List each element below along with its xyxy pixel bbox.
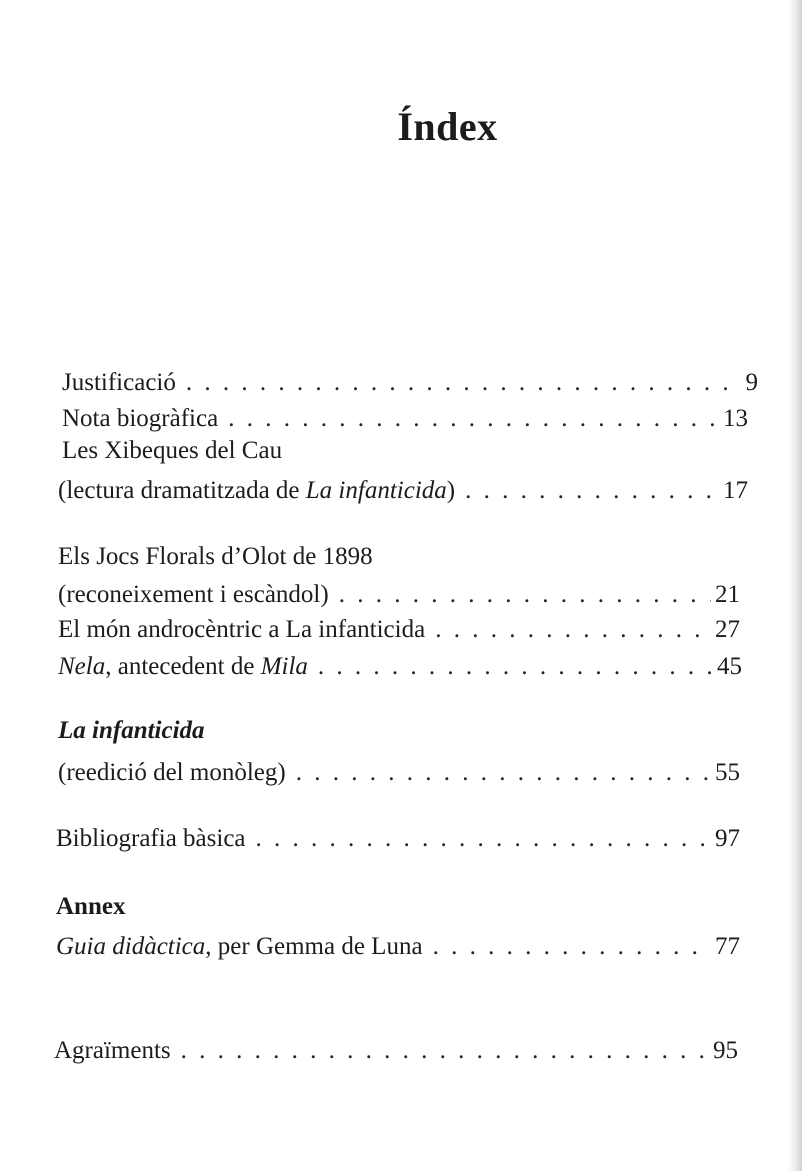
toc-label: (lectura dramatitzada de La infanticida) (58, 477, 456, 504)
toc-page-number: 95 (713, 1037, 738, 1064)
toc-section-heading: Annex (56, 893, 126, 920)
leader-dots (433, 932, 711, 962)
toc-page-number: 27 (715, 616, 740, 643)
toc-label-italic: La infanticida (305, 477, 447, 504)
toc-entry-nota-biografica[interactable] (62, 404, 748, 434)
toc-label: (reconeixement i escàndol) (58, 581, 329, 608)
toc-section-annex[interactable] (56, 892, 125, 922)
toc-page-number: 21 (715, 581, 740, 608)
toc-label: Justificació (62, 369, 176, 396)
leader-dots (228, 404, 719, 434)
toc-label: Agraïments (54, 1037, 171, 1064)
toc-entry-nela[interactable] (58, 652, 742, 682)
toc-label: Les Xibeques del Cau (62, 437, 283, 464)
toc-entry-guia-didactica[interactable] (56, 932, 740, 962)
toc-page-number: 17 (723, 477, 748, 504)
leader-dots (256, 824, 711, 854)
leader-dots (339, 580, 711, 610)
toc-entry-mon-androcentric[interactable] (58, 615, 740, 645)
toc-label: Els Jocs Florals d’Olot de 1898 (58, 543, 373, 570)
toc-page-number: 13 (723, 405, 748, 432)
toc-section-la-infanticida[interactable] (58, 716, 205, 746)
toc-page-number: 45 (717, 653, 742, 680)
toc-entry-reconeixement[interactable] (58, 580, 740, 610)
toc-label: Nela, antecedent de Mila (58, 653, 308, 680)
toc-label-italic: Nela (58, 653, 106, 680)
page-title: Índex (397, 103, 498, 149)
toc-page-number: 9 (745, 369, 758, 396)
leader-dots (296, 758, 711, 788)
toc-entry-jocs-florals[interactable] (58, 542, 373, 572)
toc-entry-agraiments[interactable] (54, 1036, 738, 1066)
toc-entry-xibeques[interactable] (62, 436, 282, 466)
toc-page-number: 77 (715, 933, 740, 960)
toc-label-italic: Mila (260, 653, 308, 680)
toc-label: (reedició del monòleg) (58, 759, 286, 786)
leader-dots (465, 476, 719, 506)
toc-page-number: 97 (715, 825, 740, 852)
toc-label: El món androcèntric a La infanticida (58, 616, 426, 643)
toc-section-heading: La infanticida (58, 717, 205, 744)
leader-dots (435, 615, 711, 645)
toc-label-italic: Guia didàctica (56, 933, 206, 960)
toc-entry-lectura-dramatitzada[interactable] (58, 476, 748, 506)
toc-label: Guia didàctica, per Gemma de Luna (56, 933, 423, 960)
toc-entry-bibliografia[interactable] (56, 824, 740, 854)
toc-page-number: 55 (715, 759, 740, 786)
leader-dots (186, 368, 742, 398)
toc-entry-justificacio[interactable] (62, 368, 758, 398)
leader-dots (318, 652, 713, 682)
toc-entry-reedicio[interactable] (58, 758, 740, 788)
leader-dots (181, 1036, 709, 1066)
toc-label: Nota biogràfica (62, 405, 219, 432)
toc-label: Bibliografia bàsica (56, 825, 246, 852)
